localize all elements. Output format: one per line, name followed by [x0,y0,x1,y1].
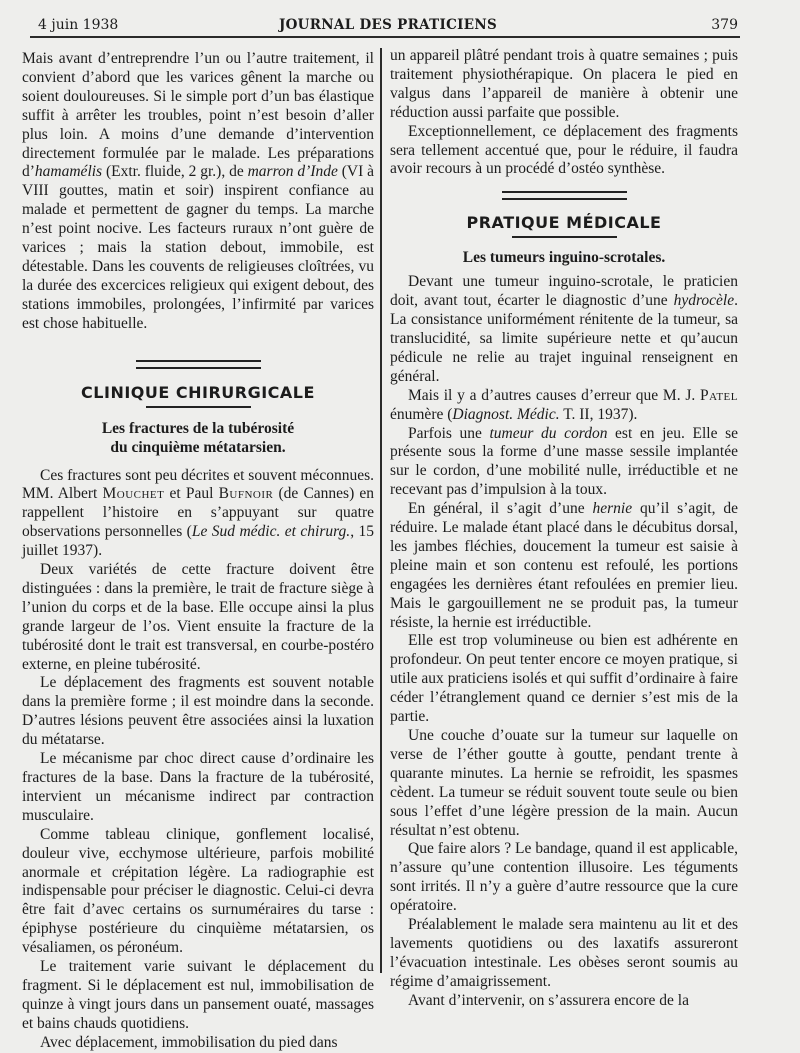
paragraph-parfois: Parfois une tumeur du cordon est en jeu. Elle se présente sous la forme d’une masse sessile implantée sur le cordon, d’une mobilité nulle, irréductible et ne recevant pas d’impulsion à la toux. [390,424,738,499]
paragraph-erreur: Mais il y a d’autres causes d’erreur que M. J. Patel énumère (Diagnost. Médic. T. II, 1937). [390,386,738,423]
column-divider [380,48,382,973]
article-title-tumeurs: Les tumeurs inguino-scrotales. [462,249,666,267]
paragraph-continuation: un appareil plâtré pendant trois à quatre semaines ; puis traitement physiothérapique. On placera le pied en valgus dans l’appareil de manière à obtenir une réduction aussi parfaite que possible. [390,47,738,121]
paragraph-deplacement: Le déplacement des fragments est souvent notable dans la première forme ; il est moindre dans la seconde. D’autres lésions peuvent être associées ainsi la luxation du métatarse. [22,674,374,749]
header-rule [30,36,740,38]
section-title-clinique: CLINIQUE CHIRURGICALE [81,382,315,402]
paragraph-intro: Ces fractures sont peu décrites et souvent méconnues. MM. Albert Mouchet et Paul Bufnoir (de Cannes) en rappellent l’histoire en s’appuyant sur quatre observations personnelles (Le Sud médic. et chirurg., 15 juillet 1937). [22,466,375,560]
paragraph-exceptionnellement: Exceptionnellement, ce déplacement des fragments sera tellement accentué que, pour le réduire, il faudra avoir recours à un procédé d’ostéo synthèse. [390,122,738,178]
paragraph-varices: Mais avant d’entreprendre l’un ou l’autre traitement, il convient d’abord que les varices gênent la marche ou soient douloureuses. Si le simple port d’un bas élastique suffit à arrêter les troubles, point n’est besoin d’aller plus loin. A moins d’une demande d’intervention directement formulée par le malade. Les préparations d’hamamélis (Extr. fluide, 2 gr.), de marron d’Inde (VI à VIII gouttes, matin et soir) inspirent confiance au malade et permettent de gagner du temps. La marche n’est point nocive. Les facteurs ruraux n’ont guère de varices ; mais la station debout, immobile, est détestable. Dans les couvents de religieuses cloîtrées, vu la durée des excercices religieux qui exigent debout, des stations immobiles, prolongées, l’infirmité par varices est chose habituelle. [22,50,375,332]
paragraph-mecanisme: Le mécanisme par choc direct cause d’ordinaire les fractures de la base. Dans la fracture de la tubérosité, intervient un mécanisme indirect par contraction musculaire. [22,750,374,824]
paragraph-traitement: Le traitement varie suivant le déplacement du fragment. Si le déplacement est nul, immobilisation de quinze à vingt jours dans un pansement ouaté, massages et bains chauds quotidiens. [22,958,374,1032]
paragraph-quefaire: Que faire alors ? Le bandage, quand il est applicable, n’assure qu’une contention illusoire. Les téguments sont irrités. Il n’y a guère d’autre ressource que la cure opératoire. [390,840,738,915]
section-title-pratique: PRATIQUE MÉDICALE [466,213,662,233]
issue-date: 4 juin 1938 [38,17,119,33]
paragraph-prealable: Préalablement le malade sera maintenu au lit et des lavements quotidiens ou des laxatifs assureront l’évacuation intestinale. Les obèses seront soumis au régime d’amaigrissement. [390,916,738,990]
article-title-fractures: Les fractures de la tubérosité du cinquième métatarsien. [101,419,295,456]
section-rule [502,191,627,200]
paragraph-general: En général, il s’agit d’une hernie qu’il s’agit, de réduire. Le malade étant placé dans le décubitus dorsal, les jambes fléchies, doucement la tumeur est saisie à pleine main et son contenu est refoulé, les portions engagées les dernières étant refoulées en premier lieu. Mais le gargouillement ne se produit pas, la tumeur résiste, la hernie est irréductible. [390,500,738,631]
paragraph-avec: Avec déplacement, immobilisation du pied dans [40,1033,338,1051]
paragraph-volumineuse: Elle est trop volumineuse ou bien est adhérente en profondeur. On peut tenter encore ce moyen pratique, si utile aux praticiens isolés et qui suffit d’ordinaire à faire céder l’étranglement quand ce dernier s’est mis de la partie. [390,632,738,726]
left-column [22,50,374,1053]
page-number: 379 [711,17,738,33]
paragraph-devant: Devant une tumeur inguino-scrotale, le praticien doit, avant tout, écarter le diagnostic d’une hydrocèle. La consistance uniformément rénitente de la tumeur, sa translucidité, sa limite supérieure nette et qu’aucun pédicule ne relie au trajet inguinal renseignent en général. [390,273,738,385]
paragraph-tableau: Comme tableau clinique, gonflement localisé, douleur vive, ecchymose ultérieure, parfois mobilité anormale et crépitation légère. La radiographie est indispensable pour préciser le diagnostic. Celui-ci devra être fait d’avec certains os surnuméraires du tarse : épiphyse postérieure du cinquième métatarsien, os vésaliamen, os péronéum. [22,825,374,957]
paragraph-avant: Avant d’intervenir, on s’assurera encore de la [408,991,689,1009]
paragraph-ouate: Une couche d’ouate sur la tumeur sur laquelle on verse de l’éther goutte à goutte, pendant trente à quarante minutes. La hernie se refroidit, les spasmes cèdent. La tumeur se réduit souvent toute seule ou bien sous l’effet d’une légère pression de la main. Aucun résultat n’est obtenu. [390,727,738,839]
section-rule [136,360,261,369]
journal-title: JOURNAL DES PRATICIENS [278,17,498,33]
paragraph-varietes: Deux variétés de cette fracture doivent être distinguées : dans la première, le trait de fracture siège à l’union du corps et de la base. Elle occupe ainsi la plus grande largeur de l’os. Vient ensuite la fracture de la tubérosité dont le trait est transversal, en courbe-postéro externe, en pleine tubérosité. [22,561,374,673]
page-header [38,12,738,36]
right-column [390,47,738,1011]
